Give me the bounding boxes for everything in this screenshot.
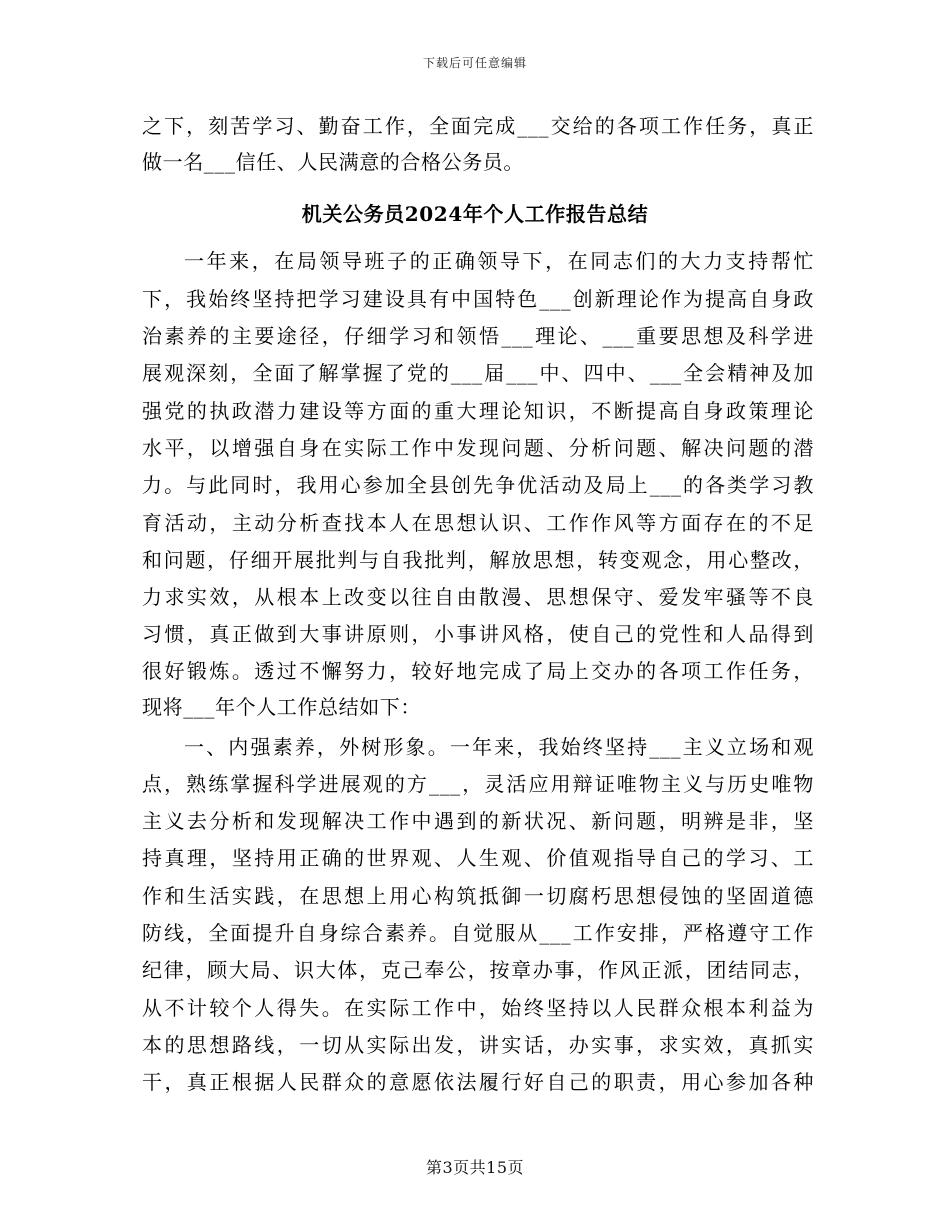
header-note: 下载后可任意编辑 [422,56,527,70]
body-line: 主义去分析和发现解决工作中遇到的新状况、新问题，明辨是非，坚 [142,809,814,833]
body-line: 之下，刻苦学习、勤奋工作，全面完成___交给的各项工作任务，真正 [142,114,814,138]
body-line: 干，真正根据人民群众的意愿依法履行好自己的职责，用心参加各种 [142,1070,814,1094]
body-line: 做一名___信任、人民满意的合格公务员。 [142,150,524,174]
body-line: 展观深刻，全面了解掌握了党的___届___中、四中、___全会精神及加 [142,361,814,385]
body-line: 作和生活实践，在思想上用心构筑抵御一切腐朽思想侵蚀的坚固道德 [142,884,814,908]
body-line: 习惯，真正做到大事讲原则，小事讲风格，使自己的党性和人品得到 [142,622,814,646]
body-line: 和问题，仔细开展批判与自我批判，解放思想，转变观念，用心整改， [142,548,814,572]
body-line: 力。与此同时，我用心参加全县创先争优活动及局上___的各类学习教 [142,473,814,497]
body-line: 一年来，在局领导班子的正确领导下，在同志们的大力支持帮忙 [184,249,814,273]
body-line: 力求实效，从根本上改变以往自由散漫、思想保守、爱发牢骚等不良 [142,585,814,609]
page-number: 第3页共15页 [425,1158,525,1177]
body-line: 育活动，主动分析查找本人在思想认识、工作作风等方面存在的不足 [142,511,814,535]
document-title: 机关公务员2024年个人工作报告总结 [301,202,649,226]
body-line: 治素养的主要途径，仔细学习和领悟___理论、___重要思想及科学进 [142,324,814,348]
body-line: 持真理，坚持用正确的世界观、人生观、价值观指导自己的学习、工 [142,846,814,870]
body-line: 水平，以增强自身在实际工作中发现问题、分析问题、解决问题的潜 [142,436,814,460]
body-line: 纪律，顾大局、识大体，克己奉公，按章办事，作风正派，团结同志， [142,958,814,982]
body-line: 从不计较个人得失。在实际工作中，始终坚持以人民群众根本利益为 [142,996,814,1020]
body-line: 一、内强素养，外树形象。一年来，我始终坚持___主义立场和观 [184,735,814,759]
body-line: 本的思想路线，一切从实际出发，讲实话，办实事，求实效，真抓实 [142,1033,814,1057]
body-line: 点，熟练掌握科学进展观的方___，灵活应用辩证唯物主义与历史唯物 [142,772,814,796]
body-line: 现将___年个人工作总结如下： [142,695,421,719]
body-line: 强党的执政潜力建设等方面的重大理论知识，不断提高自身政策理论 [142,399,814,423]
body-line: 防线，全面提升自身综合素养。自觉服从___工作安排，严格遵守工作 [142,921,814,945]
body-line: 很好锻炼。透过不懈努力，较好地完成了局上交办的各项工作任务， [142,659,814,683]
body-line: 下，我始终坚持把学习建设具有中国特色___创新理论作为提高自身政 [142,287,814,311]
